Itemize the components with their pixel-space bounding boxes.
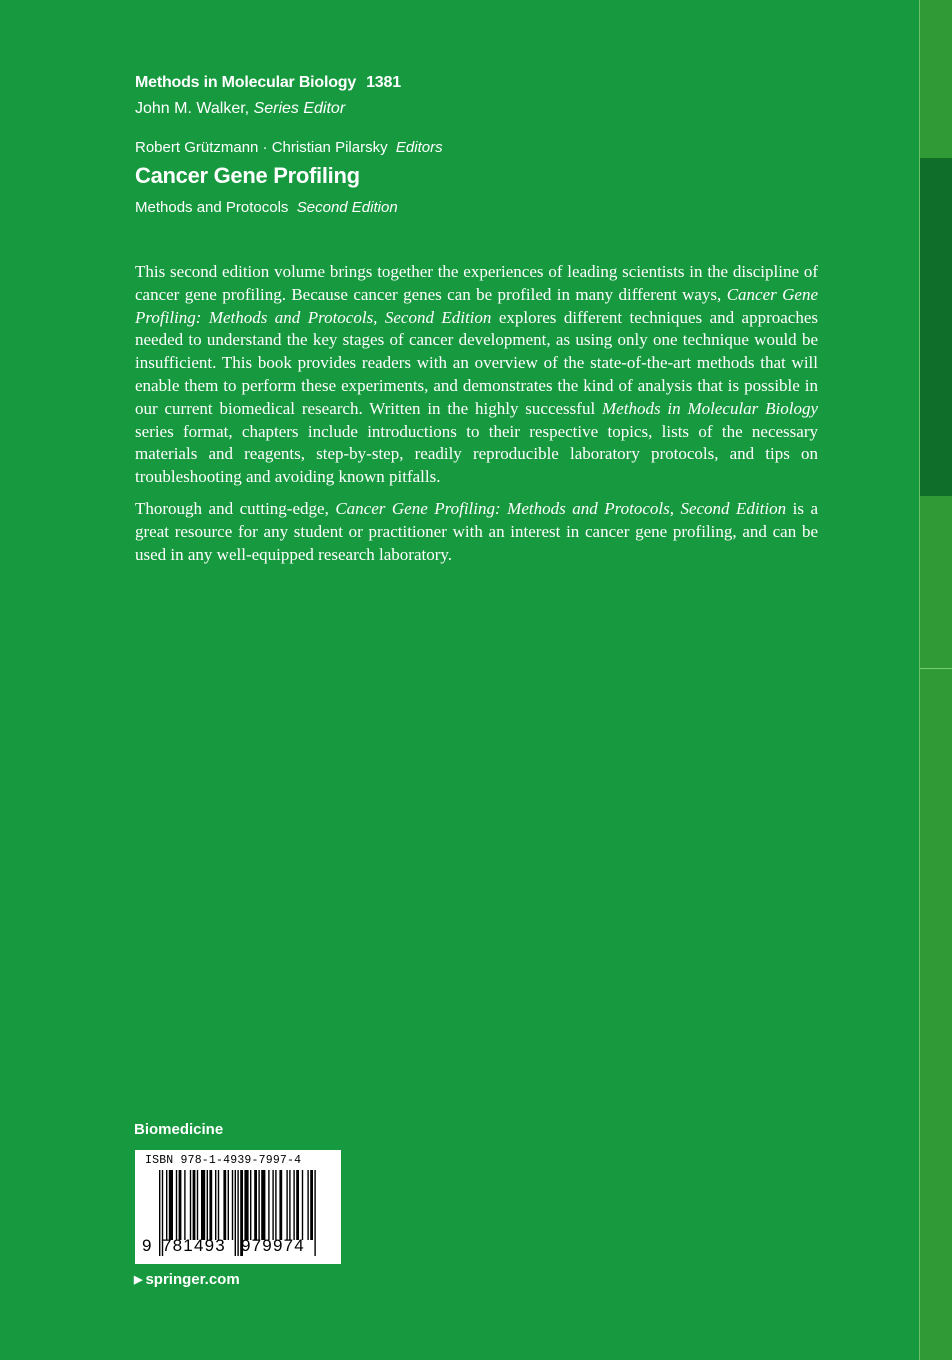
barcode-bar [209,1170,212,1240]
barcode-bar [310,1170,313,1240]
barcode-bar [228,1170,229,1240]
barcode-bar [184,1170,185,1240]
barcode-bar [235,1170,236,1256]
barcode-digits-right: 979974 [241,1236,305,1255]
description-paragraph-2 [135,498,818,566]
p2-text-a: Thorough and cutting-edge, [135,498,336,518]
barcode-bar [244,1170,248,1240]
barcode-bar [258,1170,259,1240]
p2-book-title: Cancer Gene Profiling: Methods and Protocols, Second Edition [335,498,787,518]
publisher-url: springer.com [145,1271,240,1288]
editors-label: Editors [395,139,443,156]
barcode-bar [159,1170,160,1256]
barcode-bar [250,1170,251,1240]
description-text [135,261,818,575]
p1-series-name: Methods in Molecular Biology [602,398,818,418]
editor-names: Robert Grützmann · Christian Pilarsky [135,139,388,156]
series-editor-role: Series Editor [253,100,346,117]
barcode-bar [296,1170,299,1240]
p1-text-a: This second edition volume brings together the experiences of leading scientists in the discipline of cancer gene profiling. Because cancer genes can be profiled in many different ways, [135,262,818,304]
barcode-bar [176,1170,177,1240]
book-subtitle [135,199,398,216]
barcode-bar [201,1170,205,1240]
barcode-bar [232,1170,233,1240]
barcode-bar [272,1170,273,1240]
book-title: Cancer Gene Profiling [135,163,360,188]
subtitle-text: Methods and Protocols [135,199,289,216]
barcode-bar [237,1170,238,1256]
barcode-bar [166,1170,167,1240]
description-paragraph-1 [135,261,818,489]
barcode-bar [223,1170,226,1240]
book-editors [135,139,443,156]
barcode-bar [302,1170,303,1240]
series-number: 1381 [366,74,401,91]
barcode-bar [314,1170,315,1256]
barcode-bar [179,1170,182,1240]
isbn-barcode [135,1150,341,1264]
barcode-bar [279,1170,282,1240]
p1-text-c: series format, chapters include introductions to their respective topics, lists of the necessary materials and reagents, step-by-step, readily reproducible laboratory protocols, and tips on troubleshooting and avoiding known pitfalls. [135,421,818,487]
barcode-bar [218,1170,219,1240]
barcode-bar [286,1170,287,1240]
barcode-bar [207,1170,208,1240]
barcode-bar [193,1170,196,1240]
barcode-bar [275,1170,276,1240]
barcode-bar [293,1170,294,1240]
spine-divider-line [920,668,952,669]
barcode-bar [254,1170,257,1240]
p1-book-title: Cancer Gene Profiling: Methods and Protocols, Second Edition [135,284,818,327]
barcode-bar [307,1170,308,1240]
barcode-bar [289,1170,290,1240]
barcode-bar [215,1170,216,1240]
barcode-bar [197,1170,198,1240]
barcode-digit-first: 9 [142,1236,153,1255]
barcode-digits-left: 781493 [162,1236,226,1255]
barcode-bar [268,1170,269,1240]
series-name: Methods in Molecular Biology [135,74,357,91]
p2-text-b: is a great resource for any student or practitioner with an interest in cancer gene profiling, and can be used in any well-equipped research laboratory. [135,498,818,564]
series-editor [135,100,345,118]
series-editor-name: John M. Walker, [135,100,250,117]
barcode-bar [190,1170,191,1240]
isbn-label: ISBN 978-1-4939-7997-4 [145,1154,302,1167]
series-heading [135,74,401,92]
p1-text-b: explores different techniques and approaches needed to understand the key stages of cancer development, as using only one technique would be insufficient. This book provides readers with an overview of the state-of-the-art methods that will enable them to perform these experiments, and demonstrates the kind of analysis that is possible in our current biomedical research. Written in the highly successful [135,307,818,418]
publisher-link[interactable] [134,1271,240,1288]
barcode-bar [261,1170,265,1240]
triangle-right-icon: ▶ [134,1274,143,1286]
subject-category: Biomedicine [134,1121,224,1138]
spine-dark-band [920,158,952,496]
barcode-bar [169,1170,173,1240]
edition-text: Second Edition [296,199,398,216]
